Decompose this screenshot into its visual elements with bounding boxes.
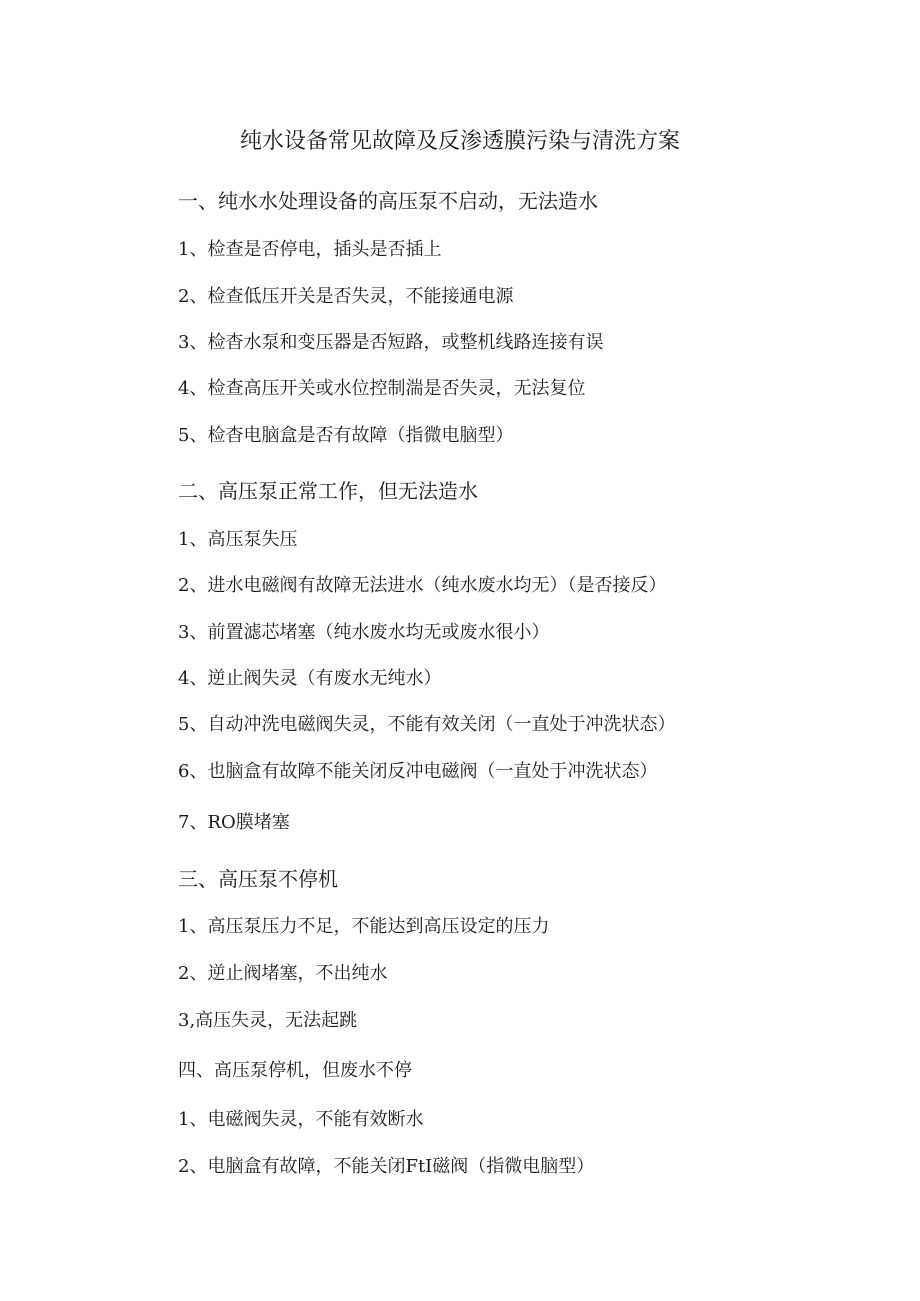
list-item: 4、检查高压开关或水位控制湍是否失灵，无法复位 [178,378,586,399]
section-heading-2: 二、高压泵正常工作，但无法造水 [178,479,478,503]
section-heading-3: 三、高压泵不停机 [178,867,338,891]
list-item: 5、自动冲洗电磁阀失灵，不能有效关闭（一直处于冲洗状态） [178,714,676,735]
list-item: 2、逆止阀堵塞，不出纯水 [178,963,388,984]
list-item: 3、检杳水泵和变压器是否短路，或整机线路连接有误 [178,332,604,353]
list-item: 5、检杳电脑盒是否有故障（指微电脑型） [178,425,514,446]
list-item: 3、前置滤芯堵塞（纯水废水均无或废水很小） [178,622,550,643]
section-heading-1: 一、纯水水处理设备的高压泵不启动，无法造水 [178,189,598,213]
list-item: 7、RO膜堵塞 [178,812,290,833]
list-item: 3,高压失灵，无法起跳 [178,1010,358,1031]
list-item: 2、进水电磁阀有故障无法进水（纯水废水均无）（是否接反） [178,575,667,596]
list-item: 2、电脑盒有故障，不能关闭FtI磁阀（指微电脑型） [178,1156,595,1177]
list-item: 1、高压泵压力不足，不能达到高压设定的压力 [178,916,550,937]
list-item: 4、逆止阀失灵（有废水无纯水） [178,668,442,689]
list-item: 1、电磁阀失灵，不能有效断水 [178,1109,424,1130]
list-item: 1、高压泵失压 [178,529,298,550]
list-item: 2、检查低压开关是否失灵，不能接通电源 [178,286,514,307]
list-item: 1、检查是否停电，插头是否插上 [178,239,442,260]
document-title: 纯水设备常见故障及反渗透膜污染与清洗方案 [239,129,680,154]
section-heading-4: 四、高压泵停机，但废水不停 [178,1060,412,1081]
list-item: 6、也脑盒有故障不能关闭反冲电磁阀（一直处于冲洗状态） [178,761,658,782]
